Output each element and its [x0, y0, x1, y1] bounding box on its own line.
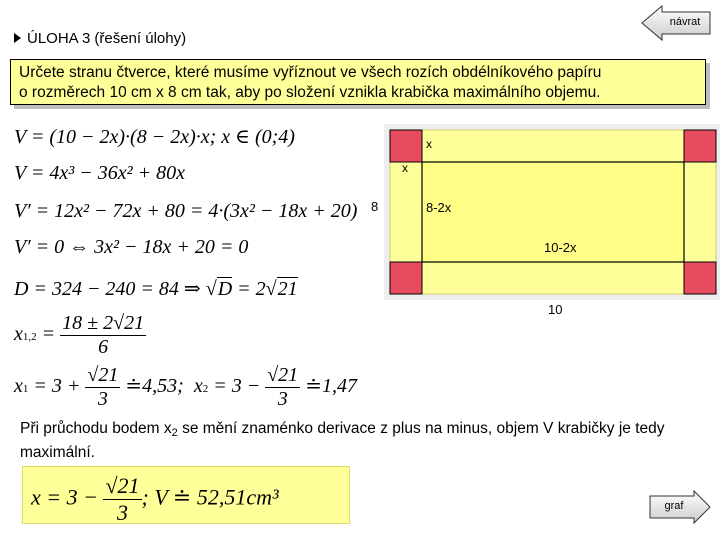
formula-x1-x2 — [14, 364, 357, 411]
x2-frac-den: 3 — [265, 387, 300, 411]
result-frac-den: 3 — [103, 499, 141, 526]
disc-rhs: = 2 — [232, 278, 266, 300]
conclusion-after: se mění znaménko derivace z plus na minus, objem V krabičky je tedy maximální. — [20, 420, 665, 461]
label-height: 8 — [371, 199, 379, 214]
x1-value: 4,53; — [142, 375, 184, 398]
label-inner-height: 8-2x — [426, 200, 452, 215]
roots-lhs: x — [14, 323, 23, 346]
label-inner-width: 10-2x — [544, 240, 577, 255]
formula-expanded: V = 4x³ − 36x² + 80x — [14, 162, 185, 184]
x2-value: 1,47 — [321, 375, 357, 398]
x1-frac-num: √21 — [87, 364, 119, 386]
result-v-value: 52,51cm³ — [196, 484, 279, 510]
subtitle-text: (řešení úlohy) — [94, 30, 187, 47]
task-line-1: Určete stranu čtverce, které musíme vyříznout ve všech rozích obdélníkového papíru — [19, 64, 602, 81]
graph-button[interactable] — [648, 490, 712, 524]
corner-bottom-right — [684, 262, 716, 294]
x1-expr: = 3 + — [28, 375, 86, 398]
x1-frac-den: 3 — [85, 387, 120, 411]
task-box — [10, 59, 706, 105]
x1-label: x — [14, 375, 23, 398]
x1-sub: 1 — [22, 383, 29, 396]
conclusion-before: Při průchodu bodem x — [20, 420, 172, 437]
x2-fraction — [265, 364, 300, 411]
roots-num: 18 ± 2√21 — [62, 312, 145, 334]
result-box — [22, 466, 350, 524]
back-button[interactable] — [640, 4, 712, 42]
corner-top-left — [390, 130, 422, 162]
x2-sub: 2 — [202, 383, 209, 396]
result-frac-num: √21 — [105, 473, 140, 498]
roots-fraction — [60, 312, 146, 359]
corner-bottom-left — [390, 262, 422, 294]
x2-expr: = 3 − — [208, 375, 266, 398]
roots-den: 6 — [60, 335, 146, 359]
corner-top-right — [684, 130, 716, 162]
paper-diagram — [371, 124, 720, 324]
label-x-left: x — [402, 161, 408, 175]
x1-fraction — [85, 364, 120, 411]
disc-rad2: 21 — [277, 278, 298, 300]
formula-roots: x1,2 = $\frac{18 \pm 2√21}{6}$ — [14, 312, 145, 358]
conclusion-text — [20, 419, 716, 463]
approx-icon: ≐ — [305, 375, 322, 398]
roots-sub: 1,2 — [22, 331, 37, 344]
approx-icon: ≐ — [172, 484, 192, 510]
graph-label: graf — [664, 500, 684, 512]
result-formula — [31, 473, 279, 526]
task-line-2: o rozměrech 10 cm x 8 cm tak, aby po složení vznikla krabička maximálního objemu. — [19, 84, 601, 101]
diagram-svg — [371, 124, 720, 324]
page-title — [14, 30, 186, 47]
approx-icon: ≐ — [125, 375, 143, 398]
play-triangle-icon — [14, 33, 21, 43]
formula-condition: V′ = 0 ⇔ 3x² − 18x + 20 = 0 — [14, 236, 249, 258]
back-label: návrat — [669, 16, 701, 28]
conclusion-sub: 2 — [171, 427, 178, 439]
formula-derivative: V′ = 12x² − 72x + 80 = 4·(3x² − 18x + 20) — [14, 200, 358, 222]
disc-rad: D — [217, 278, 233, 300]
result-v: ; V — [141, 484, 173, 510]
x2-frac-num: √21 — [267, 364, 299, 386]
label-width: 10 — [548, 302, 563, 317]
formula-discriminant: D = 324 − 240 = 84 ⇒ √D = 2√21 — [14, 278, 298, 300]
result-fraction — [103, 473, 141, 526]
x2-label: x — [193, 375, 203, 398]
label-x-top: x — [426, 137, 432, 151]
disc-lhs: D = 324 − 240 = 84 ⇒ — [14, 278, 206, 300]
title-text: ÚLOHA 3 — [27, 30, 91, 47]
formula-volume: V = (10 − 2x)·(8 − 2x)·x; x ∈ (0;4) — [14, 126, 295, 148]
result-x: x = 3 − — [31, 484, 104, 510]
